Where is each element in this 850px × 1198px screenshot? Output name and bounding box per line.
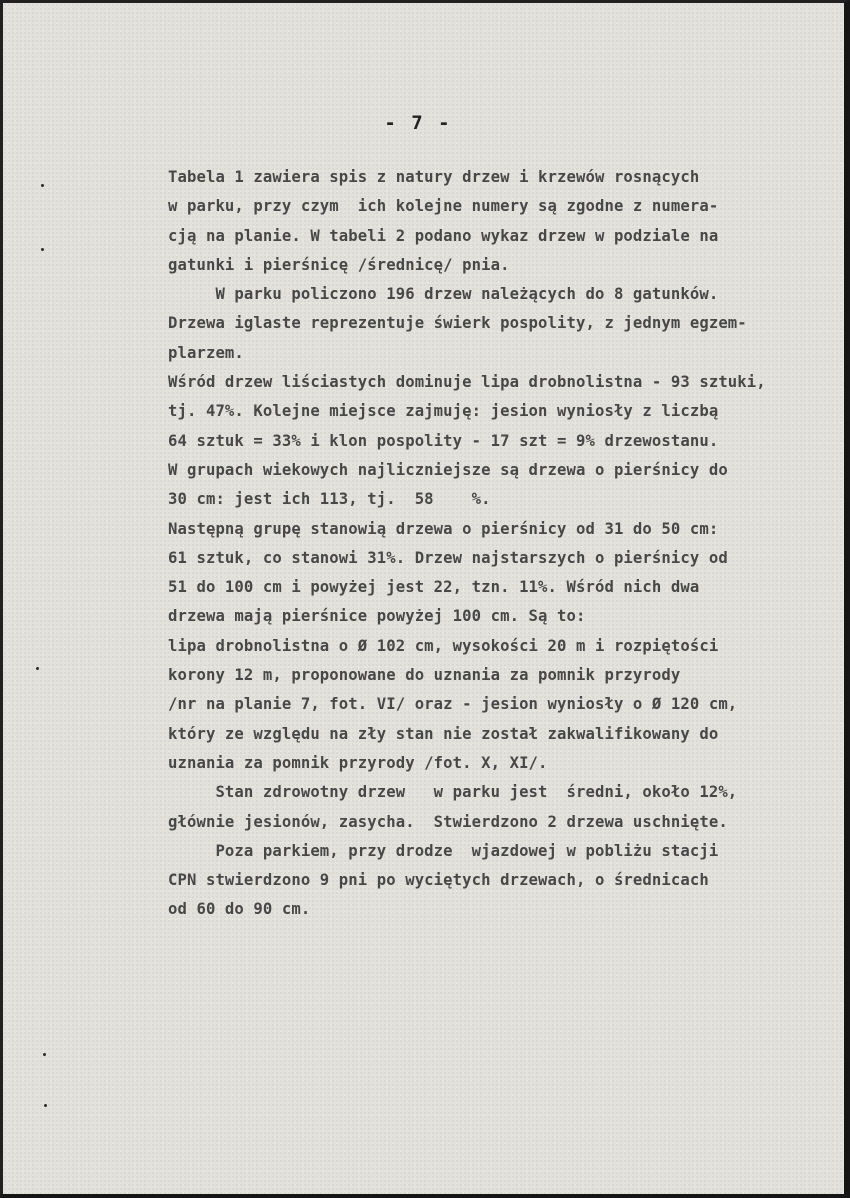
text-line: tj. 47%. Kolejne miejsce zajmuję: jesion wyniosły z liczbą	[168, 402, 719, 421]
text-line: cją na planie. W tabeli 2 podano wykaz drzew w podziale na	[168, 226, 719, 245]
text-line: w parku, przy czym ich kolejne numery są zgodne z numera-	[168, 197, 719, 216]
page-number: - 7 -	[384, 112, 452, 134]
margin-speck	[43, 1053, 46, 1056]
text-line: plarzem.	[168, 343, 244, 362]
margin-speck	[41, 184, 44, 187]
text-line: uznania za pomnik przyrody /fot. X, XI/.	[168, 753, 548, 772]
text-line: W grupach wiekowych najliczniejsze są drzewa o pierśnicy do	[168, 460, 728, 479]
text-line: W parku policzono 196 drzew należących do 8 gatunków.	[168, 285, 719, 304]
text-line: gatunki i pierśnicę /średnicę/ pnia.	[168, 255, 510, 274]
text-line: Stan zdrowotny drzew w parku jest średni, około 12%,	[168, 783, 738, 802]
text-line: /nr na planie 7, fot. VI/ oraz - jesion wyniosły o Ø 120 cm,	[168, 695, 738, 714]
text-line: lipa drobnolistna o Ø 102 cm, wysokości 20 m i rozpiętości	[168, 636, 719, 655]
margin-speck	[41, 248, 44, 251]
text-line: który ze względu na zły stan nie został zakwalifikowany do	[168, 724, 719, 743]
text-line: drzewa mają pierśnice powyżej 100 cm. Są to:	[168, 607, 586, 626]
text-line: Tabela 1 zawiera spis z natury drzew i krzewów rosnących	[168, 168, 700, 186]
text-line: korony 12 m, proponowane do uznania za pomnik przyrody	[168, 666, 681, 685]
text-line: Drzewa iglaste reprezentuje świerk pospolity, z jednym egzem-	[168, 314, 747, 333]
text-line: 30 cm: jest ich 113, tj. 58 %.	[168, 490, 491, 509]
margin-speck	[44, 1104, 47, 1107]
text-line: głównie jesionów, zasycha. Stwierdzono 2 drzewa uschnięte.	[168, 812, 728, 831]
text-line: 61 sztuk, co stanowi 31%. Drzew najstarszych o pierśnicy od	[168, 548, 728, 567]
text-line: od 60 do 90 cm.	[168, 900, 311, 919]
margin-speck	[36, 667, 39, 670]
text-line: Poza parkiem, przy drodze wjazdowej w pobliżu stacji	[168, 841, 719, 860]
text-line: Następną grupę stanowią drzewa o pierśnicy od 31 do 50 cm:	[168, 519, 719, 538]
body-text	[168, 163, 828, 925]
text-line: CPN stwierdzono 9 pni po wyciętych drzewach, o średnicach	[168, 871, 709, 890]
text-line: 64 sztuk = 33% i klon pospolity - 17 szt = 9% drzewostanu.	[168, 431, 719, 450]
text-line: Wśród drzew liściastych dominuje lipa drobnolistna - 93 sztuki,	[168, 373, 766, 392]
text-line: 51 do 100 cm i powyżej jest 22, tzn. 11%. Wśród nich dwa	[168, 578, 700, 597]
